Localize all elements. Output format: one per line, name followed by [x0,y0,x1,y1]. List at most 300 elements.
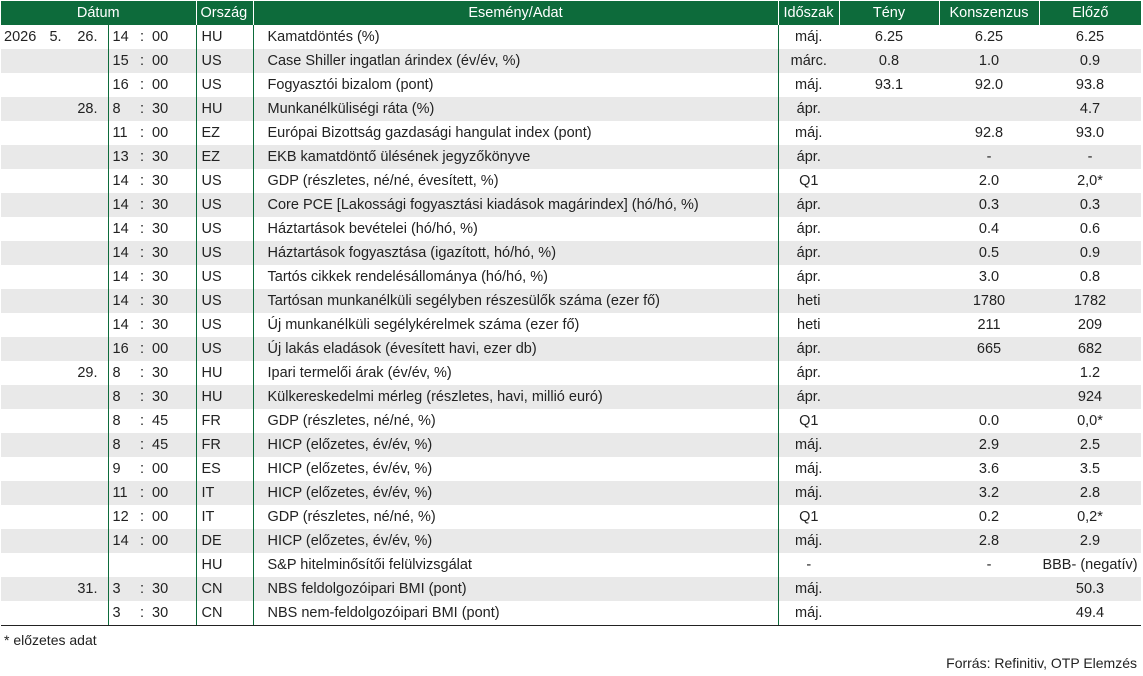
cell-event: EKB kamatdöntő ülésének jegyzőkönyve [253,145,778,169]
cell-month [43,193,68,217]
cell-minute: 30 [150,217,196,241]
table-row [1,577,1141,601]
cell-country: HU [196,25,253,49]
cell-event: Case Shiller ingatlan árindex (év/év, %) [253,49,778,73]
cell-day [68,337,108,361]
cell-month [43,481,68,505]
cell-day [68,433,108,457]
cell-time-separator: : [134,49,150,73]
cell-consensus: 92.8 [939,121,1039,145]
cell-day [68,265,108,289]
cell-month [43,385,68,409]
cell-minute: 00 [150,481,196,505]
cell-previous: 3.5 [1039,457,1141,481]
cell-year: 2026 [1,25,43,49]
table-row [1,361,1141,385]
cell-event: Háztartások bevételei (hó/hó, %) [253,217,778,241]
table-row [1,457,1141,481]
cell-country: IT [196,481,253,505]
cell-hour: 14 [108,193,134,217]
cell-year [1,577,43,601]
table-row [1,241,1141,265]
cell-period: máj. [778,457,839,481]
table-row [1,97,1141,121]
cell-country: DE [196,529,253,553]
cell-minute: 45 [150,409,196,433]
cell-event: Ipari termelői árak (év/év, %) [253,361,778,385]
cell-time-separator: : [134,241,150,265]
cell-consensus [939,385,1039,409]
cell-actual [839,433,939,457]
cell-event: S&P hitelminősítői felülvizsgálat [253,553,778,577]
cell-time-separator: : [134,193,150,217]
cell-hour: 16 [108,337,134,361]
cell-actual [839,169,939,193]
cell-previous: 209 [1039,313,1141,337]
cell-minute: 00 [150,505,196,529]
cell-day [68,145,108,169]
table-row [1,289,1141,313]
cell-event: Új munkanélküli segélykérelmek száma (ezer fő) [253,313,778,337]
cell-time-separator [134,553,150,577]
cell-consensus: 2.8 [939,529,1039,553]
cell-day [68,289,108,313]
table-row [1,25,1141,49]
cell-consensus: 2.0 [939,169,1039,193]
cell-year [1,409,43,433]
cell-year [1,121,43,145]
cell-country: CN [196,577,253,601]
cell-country: US [196,289,253,313]
cell-consensus [939,577,1039,601]
header-consensus: Konszenzus [939,1,1039,25]
cell-minute: 00 [150,121,196,145]
cell-time-separator: : [134,601,150,626]
cell-day [68,217,108,241]
cell-year [1,289,43,313]
cell-previous: 2.9 [1039,529,1141,553]
cell-minute: 30 [150,385,196,409]
cell-country: HU [196,361,253,385]
cell-previous: 0.8 [1039,265,1141,289]
cell-country: HU [196,553,253,577]
cell-event: Háztartások fogyasztása (igazított, hó/hó, %) [253,241,778,265]
cell-minute: 30 [150,601,196,626]
cell-month [43,169,68,193]
cell-period: ápr. [778,217,839,241]
cell-period: máj. [778,529,839,553]
cell-country: US [196,217,253,241]
cell-day [68,601,108,626]
cell-previous: 1.2 [1039,361,1141,385]
cell-previous: 0.9 [1039,241,1141,265]
header-actual: Tény [839,1,939,25]
cell-country: US [196,313,253,337]
cell-country: US [196,241,253,265]
table-row [1,169,1141,193]
cell-period: ápr. [778,265,839,289]
cell-month [43,97,68,121]
cell-month [43,337,68,361]
cell-month [43,289,68,313]
cell-minute: 30 [150,193,196,217]
cell-year [1,97,43,121]
table-row [1,313,1141,337]
cell-time-separator: : [134,505,150,529]
cell-minute: 30 [150,289,196,313]
cell-event: NBS nem-feldolgozóipari BMI (pont) [253,601,778,626]
cell-time-separator: : [134,73,150,97]
cell-month [43,121,68,145]
cell-actual [839,97,939,121]
cell-minute: 30 [150,241,196,265]
cell-minute: 30 [150,313,196,337]
cell-event: Core PCE [Lakossági fogyasztási kiadások magárindex] (hó/hó, %) [253,193,778,217]
cell-day [68,457,108,481]
cell-actual [839,457,939,481]
table-row [1,193,1141,217]
cell-year [1,505,43,529]
table-row [1,265,1141,289]
cell-actual [839,121,939,145]
cell-time-separator: : [134,529,150,553]
header-period: Időszak [778,1,839,25]
cell-event: HICP (előzetes, év/év, %) [253,481,778,505]
cell-day [68,121,108,145]
cell-actual [839,481,939,505]
cell-period: heti [778,313,839,337]
cell-event: Tartós cikkek rendelésállománya (hó/hó, %) [253,265,778,289]
cell-previous: 2,0* [1039,169,1141,193]
cell-consensus: 3.0 [939,265,1039,289]
cell-consensus: 0.2 [939,505,1039,529]
cell-actual [839,505,939,529]
cell-country: US [196,49,253,73]
cell-consensus: 0.4 [939,217,1039,241]
cell-consensus: 0.0 [939,409,1039,433]
cell-event: GDP (részletes, né/né, %) [253,409,778,433]
table-row [1,505,1141,529]
cell-month [43,145,68,169]
cell-actual: 0.8 [839,49,939,73]
cell-country: IT [196,505,253,529]
economic-calendar-table [1,1,1141,626]
cell-month [43,505,68,529]
cell-hour: 8 [108,97,134,121]
cell-year [1,337,43,361]
cell-hour: 14 [108,313,134,337]
cell-day: 26. [68,25,108,49]
cell-year [1,241,43,265]
cell-day [68,553,108,577]
cell-month [43,217,68,241]
cell-month [43,241,68,265]
cell-time-separator: : [134,169,150,193]
cell-hour: 15 [108,49,134,73]
table-row [1,601,1141,626]
cell-consensus: 665 [939,337,1039,361]
cell-consensus: 0.5 [939,241,1039,265]
cell-minute: 30 [150,265,196,289]
cell-period: Q1 [778,409,839,433]
cell-hour: 14 [108,529,134,553]
cell-country: US [196,169,253,193]
cell-consensus: 3.2 [939,481,1039,505]
cell-previous: 93.0 [1039,121,1141,145]
cell-year [1,265,43,289]
cell-period: máj. [778,577,839,601]
cell-month [43,529,68,553]
cell-time-separator: : [134,409,150,433]
cell-year [1,193,43,217]
cell-actual [839,337,939,361]
cell-day [68,385,108,409]
cell-previous: 0.6 [1039,217,1141,241]
cell-month [43,73,68,97]
cell-hour: 14 [108,25,134,49]
cell-year [1,457,43,481]
header-row [1,1,1141,25]
cell-year [1,49,43,73]
cell-minute: 00 [150,49,196,73]
cell-actual [839,529,939,553]
cell-day [68,193,108,217]
cell-month [43,361,68,385]
cell-year [1,481,43,505]
cell-time-separator: : [134,217,150,241]
cell-consensus: 6.25 [939,25,1039,49]
cell-period: máj. [778,73,839,97]
cell-year [1,601,43,626]
cell-country: US [196,73,253,97]
header-previous: Előző [1039,1,1141,25]
cell-month [43,457,68,481]
cell-event: Külkereskedelmi mérleg (részletes, havi, millió euró) [253,385,778,409]
cell-time-separator: : [134,337,150,361]
table-row [1,409,1141,433]
cell-period: Q1 [778,505,839,529]
source-note: Forrás: Refinitiv, OTP Elemzés [946,655,1137,671]
cell-event: HICP (előzetes, év/év, %) [253,433,778,457]
cell-event: Munkanélküliségi ráta (%) [253,97,778,121]
cell-month [43,577,68,601]
cell-minute: 00 [150,337,196,361]
cell-country: US [196,265,253,289]
cell-time-separator: : [134,577,150,601]
cell-period: ápr. [778,145,839,169]
cell-period: márc. [778,49,839,73]
cell-previous: 50.3 [1039,577,1141,601]
table-row [1,433,1141,457]
cell-event: Kamatdöntés (%) [253,25,778,49]
cell-hour: 12 [108,505,134,529]
cell-day [68,241,108,265]
cell-previous: 6.25 [1039,25,1141,49]
cell-country: HU [196,97,253,121]
cell-minute: 00 [150,529,196,553]
cell-day [68,505,108,529]
cell-day [68,529,108,553]
cell-hour: 8 [108,385,134,409]
cell-year [1,73,43,97]
cell-period: máj. [778,481,839,505]
cell-time-separator: : [134,313,150,337]
cell-month [43,409,68,433]
cell-month [43,601,68,626]
table-row [1,73,1141,97]
table-body [1,25,1141,626]
cell-day [68,73,108,97]
cell-previous: BBB- (negatív) [1039,553,1141,577]
cell-consensus: 3.6 [939,457,1039,481]
cell-hour [108,553,134,577]
cell-hour: 16 [108,73,134,97]
cell-year [1,385,43,409]
cell-consensus: 211 [939,313,1039,337]
cell-year [1,433,43,457]
cell-time-separator: : [134,265,150,289]
table-row [1,385,1141,409]
cell-year [1,217,43,241]
table-row [1,217,1141,241]
header-event: Esemény/Adat [253,1,778,25]
cell-month [43,265,68,289]
cell-event: GDP (részletes, né/né, évesített, %) [253,169,778,193]
header-country: Ország [196,1,253,25]
cell-event: Fogyasztói bizalom (pont) [253,73,778,97]
cell-hour: 14 [108,217,134,241]
cell-country: HU [196,385,253,409]
cell-consensus: 1.0 [939,49,1039,73]
cell-event: HICP (előzetes, év/év, %) [253,457,778,481]
cell-event: Új lakás eladások (évesített havi, ezer db) [253,337,778,361]
cell-consensus [939,97,1039,121]
cell-consensus [939,361,1039,385]
cell-actual: 93.1 [839,73,939,97]
table-row [1,553,1141,577]
cell-hour: 8 [108,361,134,385]
cell-country: EZ [196,145,253,169]
cell-day: 28. [68,97,108,121]
cell-previous: 0.3 [1039,193,1141,217]
cell-hour: 11 [108,121,134,145]
cell-country: US [196,337,253,361]
cell-day [68,49,108,73]
cell-previous: 1782 [1039,289,1141,313]
cell-previous: 49.4 [1039,601,1141,626]
cell-period: ápr. [778,385,839,409]
cell-consensus: 92.0 [939,73,1039,97]
cell-actual [839,409,939,433]
cell-hour: 13 [108,145,134,169]
header-date: Dátum [1,1,196,25]
cell-previous: 0,2* [1039,505,1141,529]
cell-month: 5. [43,25,68,49]
cell-actual [839,289,939,313]
cell-hour: 11 [108,481,134,505]
cell-year [1,145,43,169]
cell-consensus [939,601,1039,626]
cell-consensus: - [939,553,1039,577]
cell-minute: 45 [150,433,196,457]
cell-actual: 6.25 [839,25,939,49]
cell-time-separator: : [134,457,150,481]
cell-month [43,433,68,457]
cell-event: Tartósan munkanélküli segélyben részesülők száma (ezer fő) [253,289,778,313]
cell-hour: 14 [108,265,134,289]
cell-year [1,313,43,337]
cell-previous: 93.8 [1039,73,1141,97]
cell-event: GDP (részletes, né/né, %) [253,505,778,529]
cell-period: ápr. [778,361,839,385]
cell-event: NBS feldolgozóipari BMI (pont) [253,577,778,601]
cell-period: máj. [778,601,839,626]
cell-hour: 14 [108,169,134,193]
cell-hour: 14 [108,289,134,313]
cell-consensus: - [939,145,1039,169]
cell-country: FR [196,433,253,457]
cell-actual [839,385,939,409]
cell-time-separator: : [134,289,150,313]
cell-country: ES [196,457,253,481]
cell-consensus: 1780 [939,289,1039,313]
cell-month [43,313,68,337]
table-row [1,145,1141,169]
table-row [1,121,1141,145]
cell-previous: 682 [1039,337,1141,361]
cell-period: máj. [778,121,839,145]
cell-country: CN [196,601,253,626]
cell-previous: 0,0* [1039,409,1141,433]
cell-actual [839,361,939,385]
cell-day [68,409,108,433]
cell-actual [839,265,939,289]
cell-country: FR [196,409,253,433]
cell-period: ápr. [778,241,839,265]
cell-day [68,313,108,337]
table-row [1,337,1141,361]
cell-month [43,553,68,577]
cell-hour: 9 [108,457,134,481]
cell-hour: 8 [108,409,134,433]
cell-day [68,481,108,505]
cell-minute: 30 [150,361,196,385]
cell-previous: 4.7 [1039,97,1141,121]
table-row [1,529,1141,553]
cell-period: Q1 [778,169,839,193]
cell-consensus: 2.9 [939,433,1039,457]
cell-consensus: 0.3 [939,193,1039,217]
cell-event: HICP (előzetes, év/év, %) [253,529,778,553]
cell-time-separator: : [134,97,150,121]
cell-time-separator: : [134,121,150,145]
cell-hour: 14 [108,241,134,265]
cell-period: ápr. [778,193,839,217]
cell-actual [839,313,939,337]
cell-time-separator: : [134,25,150,49]
cell-time-separator: : [134,481,150,505]
table-row [1,481,1141,505]
cell-previous: 2.8 [1039,481,1141,505]
cell-time-separator: : [134,433,150,457]
cell-minute [150,553,196,577]
cell-previous: 2.5 [1039,433,1141,457]
cell-period: ápr. [778,97,839,121]
cell-hour: 3 [108,601,134,626]
cell-previous: 0.9 [1039,49,1141,73]
cell-actual [839,601,939,626]
cell-country: US [196,193,253,217]
